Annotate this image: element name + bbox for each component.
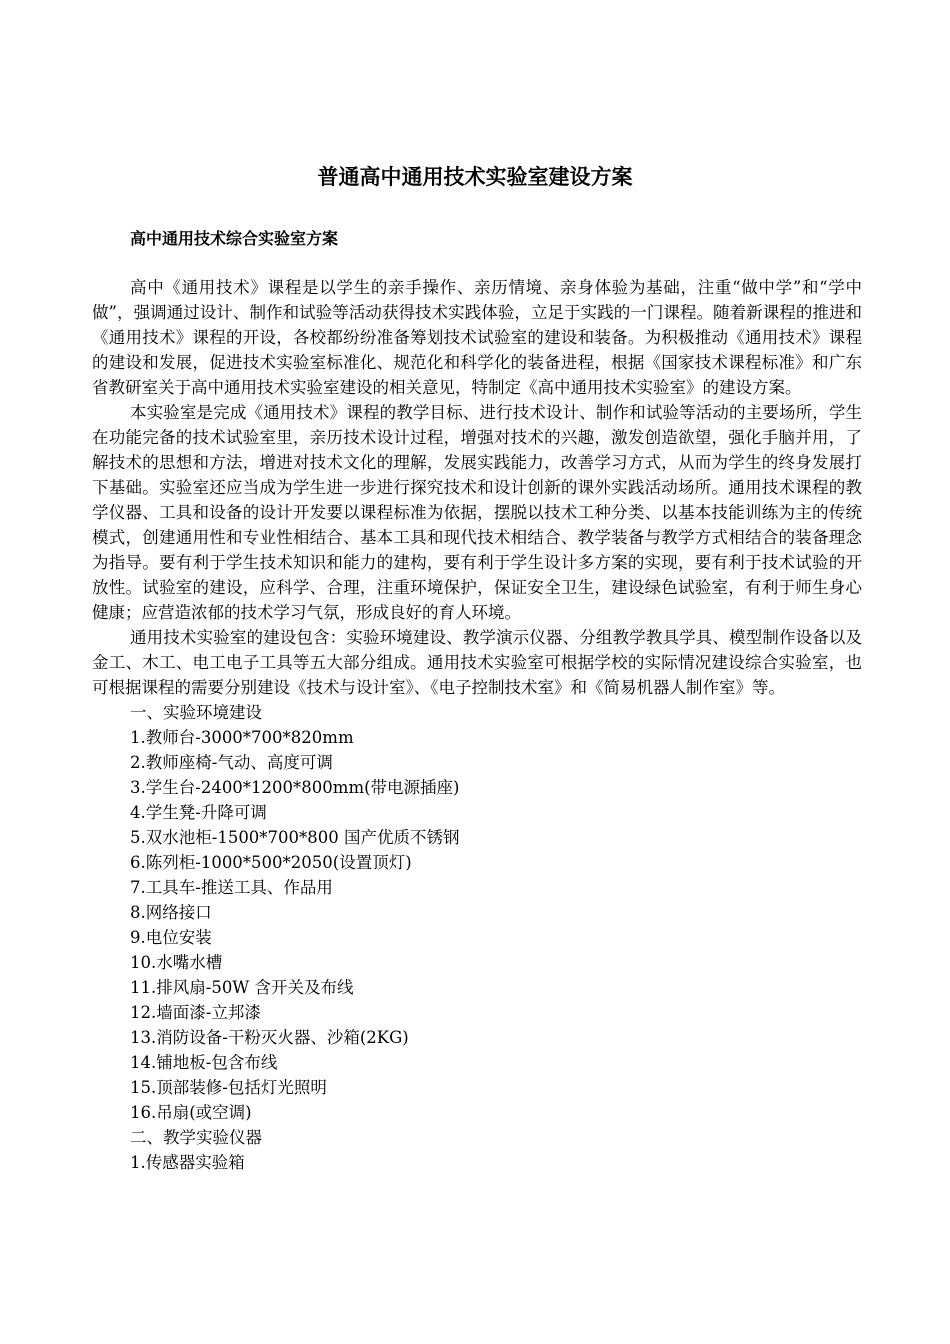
paragraph-composition: 通用技术实验室的建设包含：实验环境建设、教学演示仪器、分组教学教具学具、模型制作设备以及金工、木工、电工电子工具等五大部分组成。通用技术实验室可根据学校的实际情况建设综合实验室，也可根据课程的需要分别建设《技术与设计室》、《电子控制技术室》和《简易机器人制作室》等。 <box>92 628 862 697</box>
list-item: 11.排风扇-50W 含开关及布线 <box>130 978 354 997</box>
list-item: 15.顶部装修-包括灯光照明 <box>130 1078 327 1097</box>
paragraph-intro: 高中《通用技术》课程是以学生的亲手操作、亲历情境、亲身体验为基础，注重“做中学”和“学中做”，强调通过设计、制作和试验等活动获得技术实践体验，立足于实践的一门课程。随着新课程的推进和《通用技术》课程的开设，各校都纷纷准备筹划技术试验室的建设和装备。为积极推动《通用技术》课程的建设和发展，促进技术实验室标准化、规范化和科学化的装备进程，根据《国家技术课程标准》和广东省教研室关于高中通用技术实验室建设的相关意见，特制定《高中通用技术实验室》的建设方案。 <box>92 278 862 397</box>
list-item: 5.双水池柜-1500*700*800 国产优质不锈钢 <box>130 828 460 847</box>
section-heading: 高中通用技术综合实验室方案 <box>130 229 339 248</box>
paragraph-purpose: 本实验室是完成《通用技术》课程的教学目标、进行技术设计、制作和试验等活动的主要场所，学生在功能完备的技术试验室里，亲历技术设计过程，增强对技术的兴趣，激发创造欲望，强化手脑并用，了解技术的思想和方法，增进对技术文化的理解，发展实践能力，改善学习方式，从而为学生的终身发展打下基础。实验室还应当成为学生进一步进行探究技术和设计创新的课外实践活动场所。通用技术课程的教学仪器、工具和设备的设计开发要以课程标准为依据，摆脱以技术工种分类、以基本技能训练为主的传统模式，创建通用性和专业性相结合、基本工具和现代技术相结合、教学装备与教学方式相结合的装备理念为指导。要有利于学生技术知识和能力的建构，要有利于学生设计多方案的实现，要有利于技术试验的开放性。试验室的建设，应科学、合理，注重环境保护，保证安全卫生，建设绿色试验室，有利于师生身心健康；应营造浓郁的技术学习气氛，形成良好的育人环境。 <box>92 403 862 622</box>
list-item: 12.墙面漆-立邦漆 <box>130 1003 261 1022</box>
list-item: 1.教师台-3000*700*820mm <box>130 728 354 747</box>
list-heading-environment: 一、实验环境建设 <box>130 703 262 722</box>
document-body <box>92 275 862 1175</box>
list-item: 8.网络接口 <box>130 903 212 922</box>
list-item: 4.学生凳-升降可调 <box>130 803 267 822</box>
list-item: 9.电位安装 <box>130 928 212 947</box>
list-item: 10.水嘴水槽 <box>130 953 223 972</box>
list-item: 16.吊扇(或空调) <box>130 1103 252 1122</box>
document-title: 普通高中通用技术实验室建设方案 <box>317 165 633 189</box>
equipment-list <box>92 700 862 1175</box>
list-item: 6.陈列柜-1000*500*2050(设置顶灯) <box>130 853 412 872</box>
list-item: 1.传感器实验箱 <box>130 1153 245 1172</box>
list-heading-instruments: 二、教学实验仪器 <box>130 1128 262 1147</box>
list-item: 3.学生台-2400*1200*800mm(带电源插座) <box>130 778 460 797</box>
list-item: 2.教师座椅-气动、高度可调 <box>130 753 333 772</box>
list-item: 13.消防设备-干粉灭火器、沙箱(2KG) <box>130 1028 409 1047</box>
list-item: 14.铺地板-包含布线 <box>130 1053 278 1072</box>
list-item: 7.工具车-推送工具、作品用 <box>130 878 333 897</box>
